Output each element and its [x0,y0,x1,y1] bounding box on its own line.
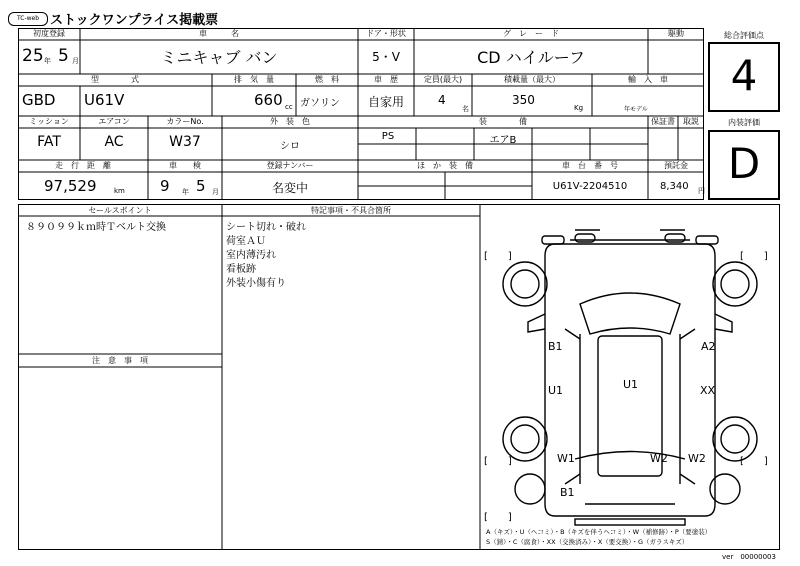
deposit-label: 預託金 [664,161,688,170]
yen-unit: 円 [698,187,705,195]
damage-mark-u1-left: U1 [548,384,564,397]
model-prefix: GBD [22,91,56,109]
displacement-label: 排 気 量 [234,75,274,84]
door-shape-label: ドア・形状 [366,29,406,38]
car-name-label: 車 名 [199,29,239,38]
chassis-no-label: 車 台 番 号 [562,161,618,170]
door-shape: 5・V [372,50,400,64]
page-title: ストックワンプライス掲載票 [50,13,219,28]
note-line: シート切れ・破れ [226,222,306,233]
grade-label: グ レ ー ド [503,29,559,38]
damage-mark-xx-right: XX [700,384,716,397]
wheels [503,234,757,504]
model-label: 型 式 [91,75,139,84]
model: U61V [84,91,125,109]
first-reg-month: 5 [58,46,69,66]
manual-label: 取説 [683,117,699,126]
version-label: ver 00000003 [722,553,776,561]
load: 350 [512,93,535,107]
aircon: AC [104,134,124,150]
mileage: 97,529 [44,177,97,195]
note-line: 外装小傷有り [226,278,286,289]
damage-mark-a2-right: A2 [701,340,716,353]
damage-mark-w2-right: W2 [688,452,706,465]
damage-marks [548,340,716,499]
exterior-color: シロ [280,141,300,152]
mileage-label: 走 行 距 離 [55,161,111,170]
legend-line-1: A（キズ）・U（ヘコミ）・B（キズを伴うヘコミ）・W（補修跡）・P（要塗装） [486,528,712,536]
aircon-label: エアコン [98,117,130,126]
capacity: 4 [438,93,446,107]
damage-mark-w2-center: W2 [650,452,668,465]
plate-label: 登録ナンバー [266,161,314,170]
bracket-mark: [ ] [484,512,512,523]
inspection-month-unit: 月 [212,188,219,196]
other-equipment-label: ほ か 装 備 [417,161,473,170]
notes-title: 特記事項・不具合箇所 [311,206,391,215]
first-reg-year: 25 [22,46,44,66]
km-unit: km [114,187,125,195]
note-line: 室内薄汚れ [226,250,276,261]
chassis-no: U61V-2204510 [552,181,628,192]
equipment-label: 装 備 [479,117,527,126]
warranty-label: 保証書 [651,117,675,126]
inspection-year: 9 [160,177,170,195]
first-reg-label: 初度登録 [33,29,65,38]
brand-logo: TC-web [8,12,48,26]
sales-point-label: セールスポイント [88,206,152,215]
mission-label: ミッション [29,117,69,126]
capacity-unit: 名 [462,105,469,113]
exterior-color-label: 外 装 色 [270,117,310,126]
bracket-mark: [ ] [484,251,512,262]
car-name: ミニキャブ バン [160,48,278,67]
damage-mark-w1-left: W1 [557,452,575,465]
fuel-label: 燃 料 [315,75,339,84]
color-no: W37 [169,134,201,150]
equipment-airbag: エアB [489,135,517,146]
load-label: 積載量（最大） [504,75,560,84]
bracket-mark: [ ] [740,251,768,262]
inspection-month: 5 [196,177,206,195]
bracket-mark: [ ] [484,456,512,467]
bracket-mark: [ ] [740,456,768,467]
sales-point: ８９０９９ｋｍ時Ｔベルト交換 [26,222,166,233]
mission: FAT [37,134,61,150]
inspection-label: 車 検 [169,161,201,170]
interior-score: D [727,139,761,188]
color-no-label: カラーNo. [166,117,204,126]
note-line: 荷室ＡＵ [226,236,266,247]
damage-diagram [480,204,780,550]
month-unit: 月 [72,57,79,65]
overall-score-label: 総合評価点 [724,31,764,40]
damage-mark-b1-left: B1 [548,340,563,353]
overall-score: 4 [730,51,758,100]
plate: 名変中 [271,181,308,195]
import-note: 年モデル [624,106,648,113]
deposit: 8,340 [660,181,689,192]
equipment-ps: PS [381,131,395,142]
history: 自家用 [367,95,404,109]
year-unit: 年 [44,57,51,65]
damage-mark-u1-center: U1 [623,378,639,391]
load-unit: Kg [574,104,584,112]
displacement: 660 [254,91,283,109]
legend-line-2: S（錆）・C（腐食）・XX（交換済み）・X（要交換）・G（ガラスキズ） [486,538,689,546]
damage-mark-b1-bottom: B1 [560,486,575,499]
drive-label: 駆動 [668,29,684,38]
fuel: ガソリン [300,98,340,109]
inspection-year-unit: 年 [182,188,189,196]
history-label: 車 歴 [374,75,398,84]
cc-unit: cc [285,103,293,111]
grade: CD ハイルーフ [477,48,585,67]
interior-score-label: 内装評価 [728,118,760,127]
note-line: 看板跡 [226,264,256,275]
capacity-label: 定員(最大) [423,75,463,84]
import-label: 輸 入 車 [628,75,668,84]
caution-label: 注 意 事 項 [92,356,148,365]
